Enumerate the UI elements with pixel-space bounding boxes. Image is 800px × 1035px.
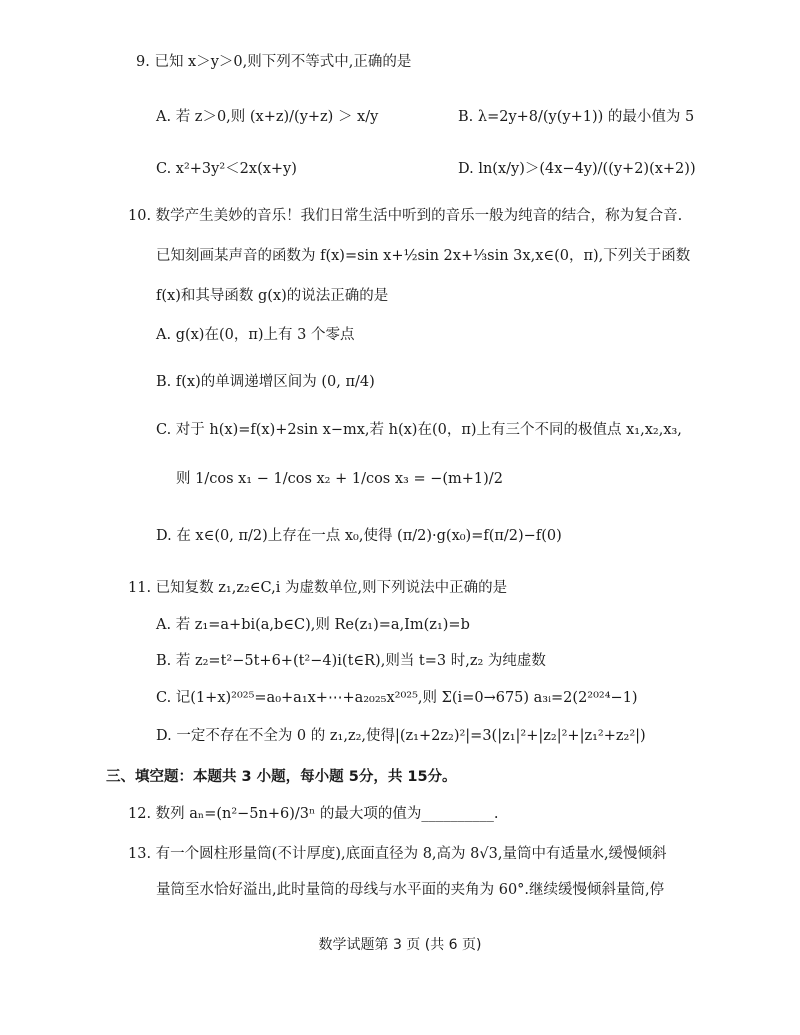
q9-option-d: D. ln(x/y)＞(4x−4y)/((y+2)(x+2)) xyxy=(458,161,696,177)
q10-option-c-line1: C. 对于 h(x)=f(x)+2sin x−mx,若 h(x)在(0，π)上有三个不同的极值点 x₁,x₂,x₃, xyxy=(156,422,682,438)
q11-stem: 11. 已知复数 z₁,z₂∈C,i 为虚数单位,则下列说法中正确的是 xyxy=(128,580,508,596)
q13-line1: 13. 有一个圆柱形量筒(不计厚度),底面直径为 8,高为 8√3,量筒中有适量水,缓慢倾斜 xyxy=(128,846,667,862)
q10-stem-line3: f(x)和其导函数 g(x)的说法正确的是 xyxy=(156,288,389,304)
q9-option-a: A. 若 z＞0,则 (x+z)/(y+z) ＞ x/y xyxy=(156,109,379,125)
q10-stem-line1: 10. 数学产生美妙的音乐！我们日常生活中听到的音乐一般为纯音的结合，称为复合音. xyxy=(128,208,683,224)
q10-option-a: A. g(x)在(0，π)上有 3 个零点 xyxy=(156,327,355,343)
q11-option-a: A. 若 z₁=a+bi(a,b∈C),则 Re(z₁)=a,Im(z₁)=b xyxy=(156,617,470,633)
q11-option-d: D. 一定不存在不全为 0 的 z₁,z₂,使得|(z₁+2z₂)²|=3(|z₁|²+|z₂|²+|z₁²+z₂²|) xyxy=(156,728,646,744)
q10-option-c-line2: 则 1/cos x₁ − 1/cos x₂ + 1/cos x₃ = −(m+1)/2 xyxy=(176,471,503,487)
q11-option-b: B. 若 z₂=t²−5t+6+(t²−4)i(t∈R),则当 t=3 时,z₂ 为纯虚数 xyxy=(156,653,546,669)
q12-text: 12. 数列 aₙ=(n²−5n+6)/3ⁿ 的最大项的值为__________. xyxy=(128,806,499,822)
q9-option-c: C. x²+3y²＜2x(x+y) xyxy=(156,161,297,177)
q9-stem: 9. 已知 x＞y＞0,则下列不等式中,正确的是 xyxy=(136,54,412,70)
q10-stem-line2: 已知刻画某声音的函数为 f(x)=sin x+½sin 2x+⅓sin 3x,x∈(0，π),下列关于函数 xyxy=(156,248,691,264)
page-footer: 数学试题第 3 页 (共 6 页) xyxy=(318,937,482,953)
q13-line2: 量筒至水恰好溢出,此时量筒的母线与水平面的夹角为 60°.继续缓慢倾斜量筒,停 xyxy=(156,882,665,898)
q11-option-c: C. 记(1+x)²⁰²⁵=a₀+a₁x+⋯+a₂₀₂₅x²⁰²⁵,则 Σ(i=0→675) a₃ᵢ=2(2²⁰²⁴−1) xyxy=(156,690,638,706)
section-3-title: 三、填空题：本题共 3 小题，每小题 5分，共 15分。 xyxy=(106,769,457,785)
q9-option-b: B. λ=2y+8/(y(y+1)) 的最小值为 5 xyxy=(458,109,695,125)
q10-option-b: B. f(x)的单调递增区间为 (0, π/4) xyxy=(156,374,375,390)
q10-option-d: D. 在 x∈(0, π/2)上存在一点 x₀,使得 (π/2)·g(x₀)=f(π/2)−f(0) xyxy=(156,528,562,544)
